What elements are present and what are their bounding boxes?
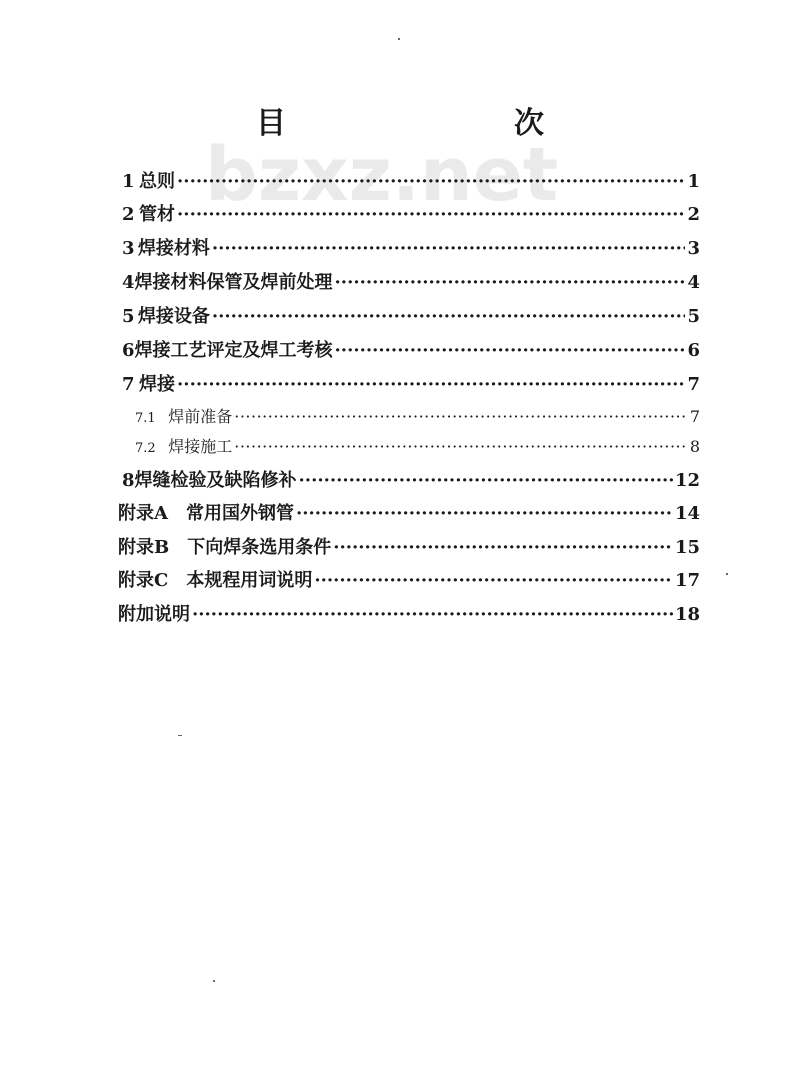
toc-entry-page: 12 xyxy=(674,470,700,491)
toc-entry-page: 14 xyxy=(674,503,700,524)
toc-entry-7[interactable] xyxy=(122,370,700,396)
toc-entry-appendix-b[interactable] xyxy=(118,533,700,559)
toc-entry-title: 焊缝检验及缺陷修补 xyxy=(134,470,297,491)
toc-entry-page: 8 xyxy=(689,437,700,456)
scan-speck xyxy=(178,735,182,736)
toc-entry-title: 焊前准备 xyxy=(168,407,233,426)
toc-entry-number: 7.2 xyxy=(135,441,156,456)
scan-speck xyxy=(726,573,728,575)
watermark: bzxz.net xyxy=(205,132,559,218)
toc-entry-number: 8 xyxy=(122,470,135,491)
toc-entry-number: 7 xyxy=(122,374,135,395)
dot-leader xyxy=(192,604,673,625)
toc-entry-title: 附录C 本规程用词说明 xyxy=(118,570,313,591)
dot-leader xyxy=(212,306,686,327)
toc-entry-number: 5 xyxy=(122,306,135,327)
toc-entry-page: 1 xyxy=(687,171,700,192)
toc-entry-2[interactable] xyxy=(122,200,700,226)
toc-entry-number: 1 xyxy=(122,171,135,192)
scan-speck xyxy=(213,980,215,982)
toc-entry-title: 总则 xyxy=(139,171,176,192)
scan-speck xyxy=(398,38,400,40)
toc-entry-title: 焊接材料 xyxy=(137,238,210,259)
toc-entry-1[interactable] xyxy=(122,167,700,193)
toc-entry-title: 焊接材料保管及焊前处理 xyxy=(134,272,333,293)
dot-leader xyxy=(177,171,685,192)
toc-entry-page: 15 xyxy=(674,537,700,558)
toc-entry-5[interactable] xyxy=(122,302,700,328)
toc-entry-6[interactable] xyxy=(122,336,700,362)
toc-entry-title: 附录B 下向焊条选用条件 xyxy=(118,537,332,558)
dot-leader xyxy=(296,503,673,524)
toc-entry-page: 4 xyxy=(687,272,700,293)
toc-entry-number: 3 xyxy=(122,238,135,259)
toc-entry-appendix-a[interactable] xyxy=(118,499,700,525)
dot-leader xyxy=(333,537,673,558)
toc-entry-7-2[interactable] xyxy=(135,434,700,457)
toc-entry-7-1[interactable] xyxy=(135,404,700,427)
dot-leader xyxy=(234,437,688,456)
dot-leader xyxy=(177,374,685,395)
dot-leader xyxy=(299,470,673,491)
toc-entry-page: 7 xyxy=(689,407,700,426)
toc-entry-appendix-c[interactable] xyxy=(118,566,700,592)
toc-entry-page: 2 xyxy=(687,204,700,225)
toc-entry-8[interactable] xyxy=(122,466,700,492)
dot-leader xyxy=(335,272,686,293)
toc-entry-page: 17 xyxy=(674,570,700,591)
dot-leader xyxy=(314,570,673,591)
dot-leader xyxy=(234,407,688,426)
toc-entry-number: 4 xyxy=(122,272,135,293)
toc-entry-title: 焊接 xyxy=(139,374,176,395)
toc-entry-page: 5 xyxy=(687,306,700,327)
toc-entry-page: 6 xyxy=(687,340,700,361)
toc-entry-number: 2 xyxy=(122,204,135,225)
toc-entry-page: 7 xyxy=(687,374,700,395)
toc-entry-supplementary[interactable] xyxy=(118,600,700,626)
toc-entry-page: 18 xyxy=(674,604,700,625)
dot-leader xyxy=(335,340,686,361)
toc-entry-number: 7.1 xyxy=(135,411,156,426)
toc-entry-page: 3 xyxy=(687,238,700,259)
toc-entry-title: 焊接工艺评定及焊工考核 xyxy=(134,340,333,361)
toc-entry-number: 6 xyxy=(122,340,135,361)
toc-entry-title: 焊接设备 xyxy=(137,306,210,327)
toc-entry-title: 附录A 常用国外钢管 xyxy=(118,503,294,524)
toc-entry-3[interactable] xyxy=(122,234,700,260)
dot-leader xyxy=(212,238,686,259)
dot-leader xyxy=(177,204,685,225)
toc-entry-title: 附加说明 xyxy=(118,604,190,625)
page-title: 目 次 xyxy=(256,106,600,141)
toc-entry-title: 管材 xyxy=(139,204,176,225)
toc-entry-title: 焊接施工 xyxy=(168,437,233,456)
toc-entry-4[interactable] xyxy=(122,268,700,294)
